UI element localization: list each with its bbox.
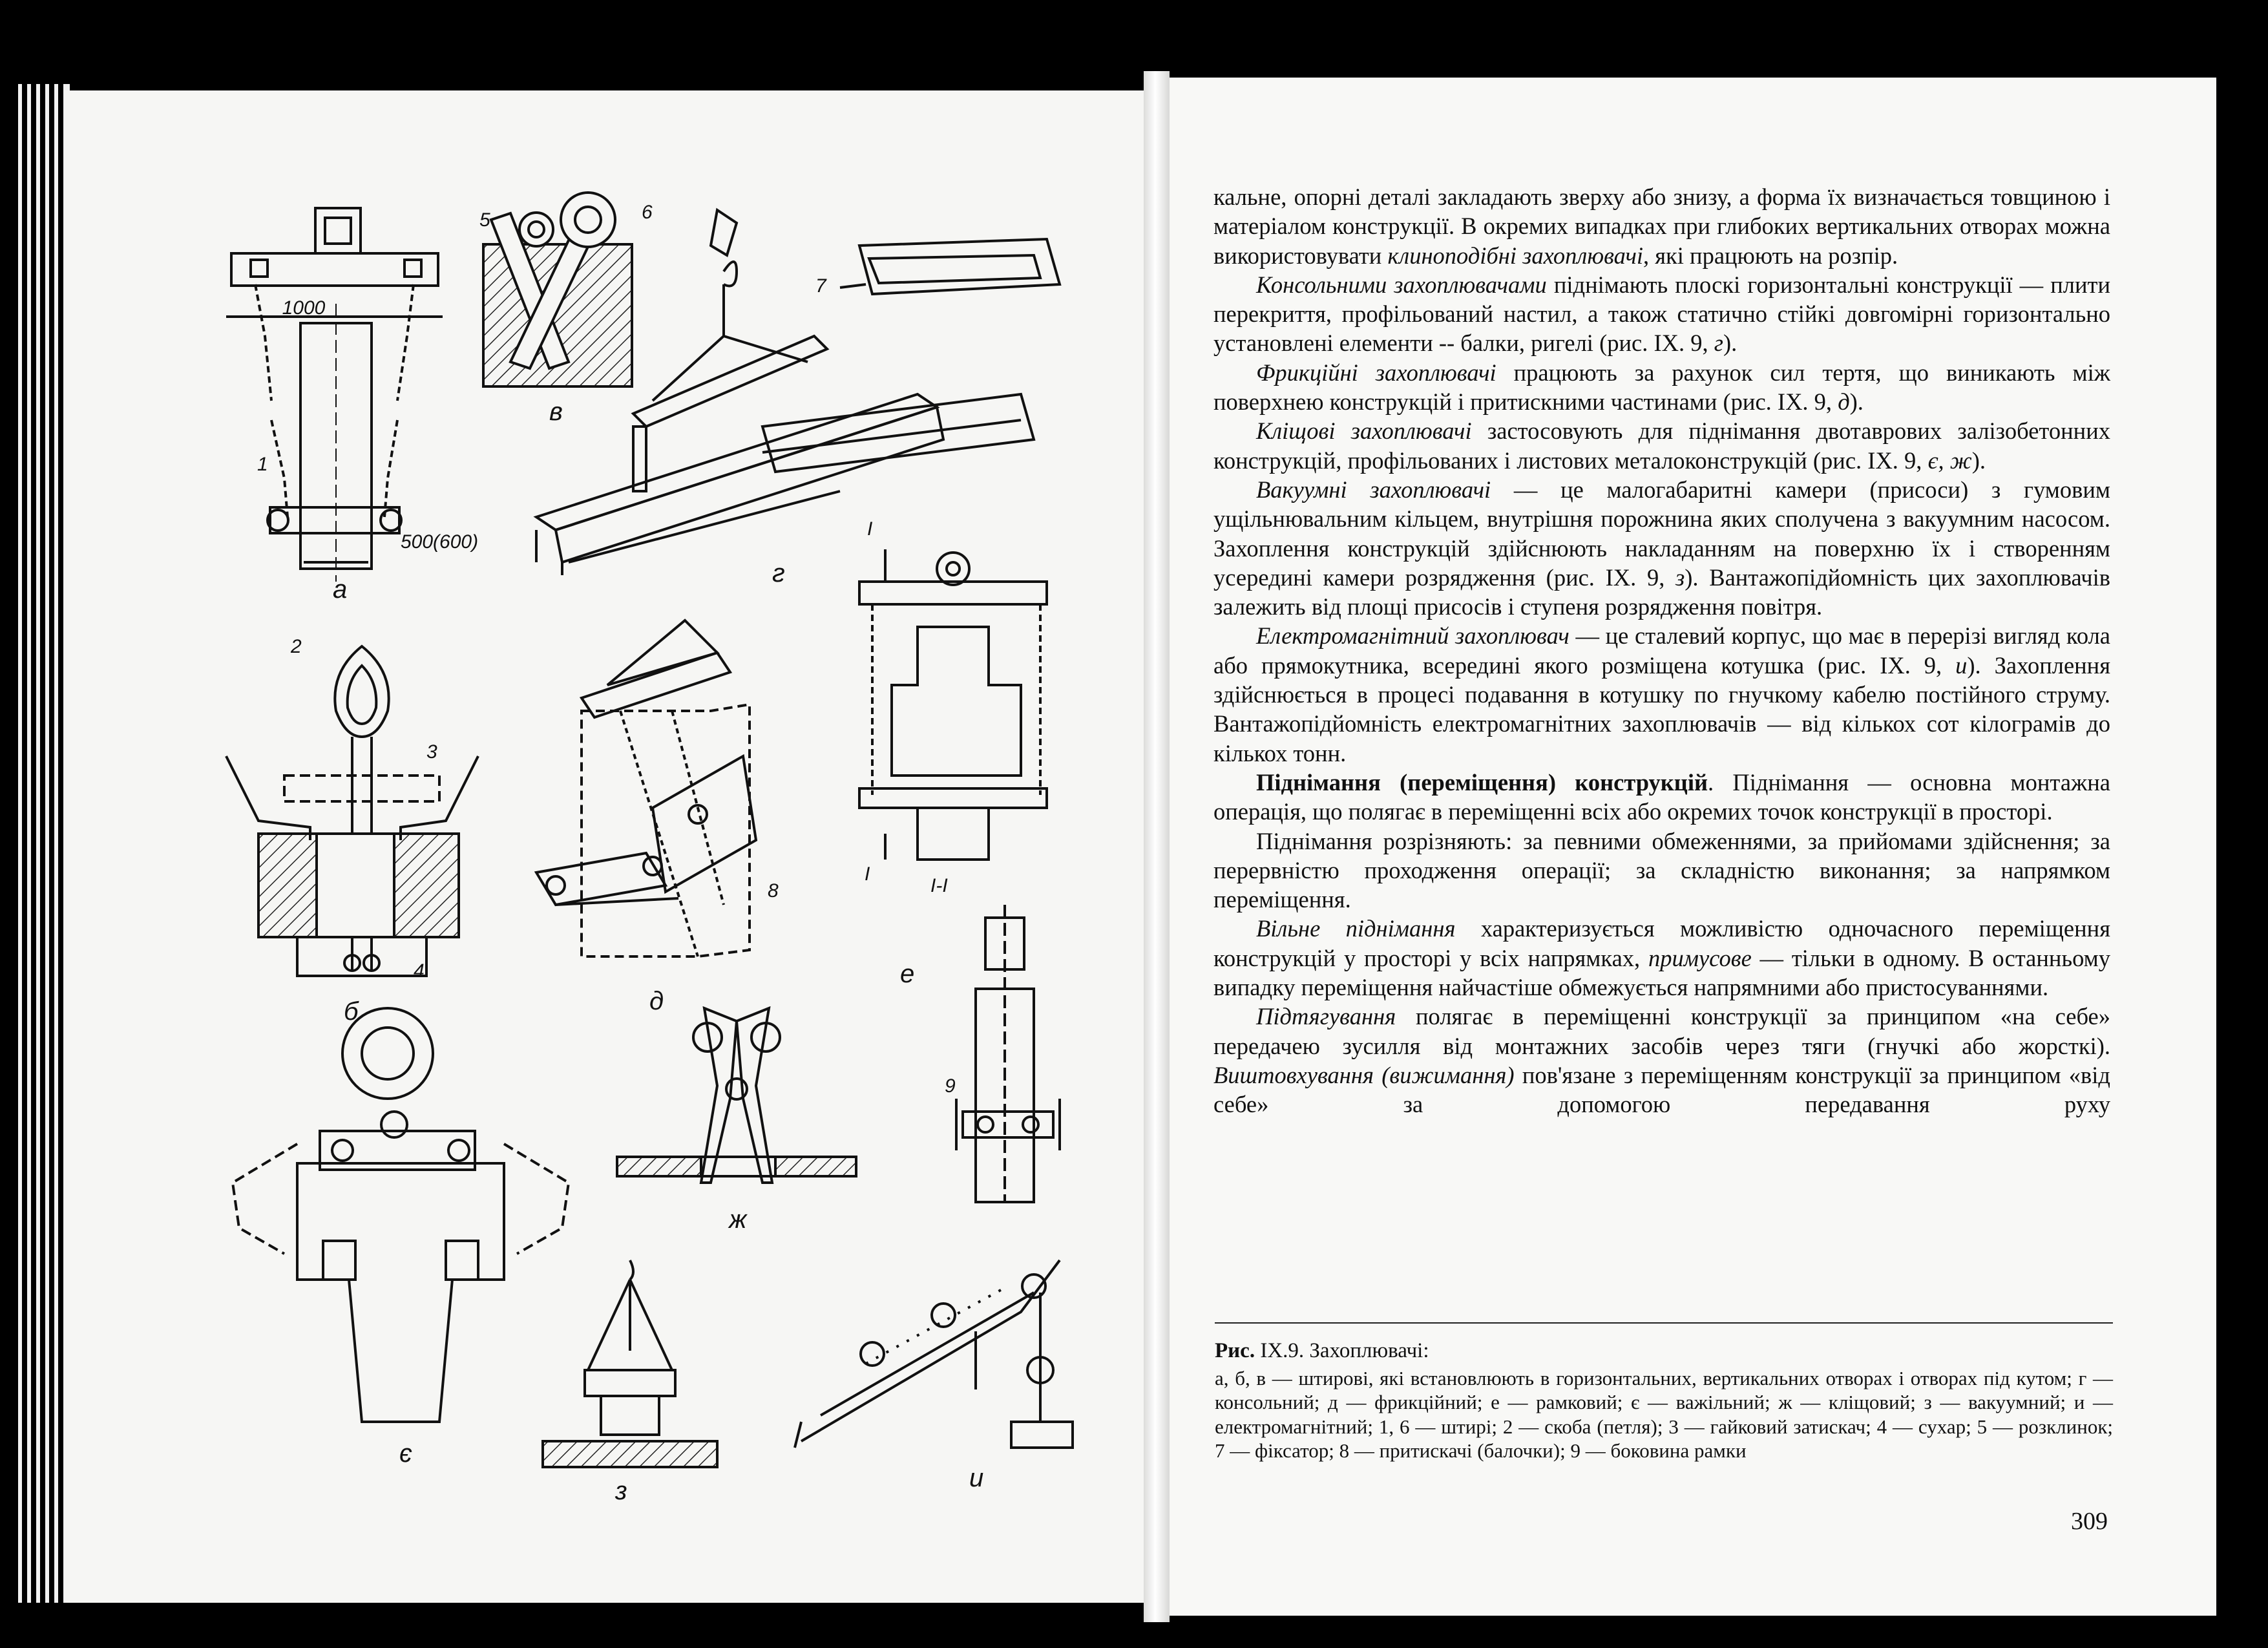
paragraph-8: Піднімання розрізняють: за певними обмеженнями, за прийомами здійснення; за перервністю проходження операції; за складністю виконання; за напрямком переміщення. (1213, 827, 2110, 913)
label-z: з (615, 1477, 627, 1505)
label-d: д (649, 987, 664, 1015)
fig-e-drawing (859, 549, 1047, 860)
paragraph-3: Фрикційні захоплювачі працюють за рахунок сил тертя, що виникають між поверхнею конструкцій і притискними частинами (рис. IX. 9, д). (1213, 359, 2111, 416)
fig-section-drawing (956, 905, 1060, 1202)
fig-y-drawing (795, 1260, 1073, 1448)
paragraph-4: Кліщові захоплювачі застосовують для піднімання двотаврових залізобетонних конструкцій, профільованих і листових металоконструкцій (рис. IX. 9, є, ж). (1213, 417, 2110, 474)
num-6: 6 (642, 202, 653, 223)
fig-a-drawing (226, 208, 443, 582)
paragraph-1: кальне, опорні деталі закладають зверху або знизу, а форма їх визначається товщиною і матеріалом конструкції. В окремих випадках при глибоких вертикальних отворах можна використовувати клиноподібні захоплювачі, які працюють на розпір. (1213, 184, 2110, 269)
section-mark-bottom: І (865, 863, 870, 885)
label-zh: ж (729, 1205, 747, 1234)
label-g: г (772, 559, 785, 587)
paragraph-10: Підтягування полягає в переміщенні конструкції за принципом «на себе» передачею зусилля від монтажних засобів через тяги (гнучкі або жорсткі). Виштовхування (вижимання) пов'язане з переміщенням конструкції за принципом «від себе» за допомогою передавання руху (1213, 1003, 2111, 1118)
fig-d-drawing (536, 620, 756, 956)
figure-caption (1215, 1339, 2113, 1463)
section-label: І-І (930, 875, 948, 896)
paragraph-2: Консольними захоплювачами піднімають плоскі горизонтальні конструкції — плити перекриття, профільований настил, а також статично стійкі довгомірні горизонтально установлені елементи -- балки, ригелі (рис. IX. 9, г). (1213, 271, 2110, 357)
num-3: 3 (426, 741, 437, 763)
paragraph-7: Піднімання (переміщення) конструкцій. Піднімання — основна монтажна операція, що полягає в переміщенні всіх або окремих точок конструкції в просторі. (1213, 768, 2110, 825)
num-7: 7 (815, 275, 826, 297)
num-4: 4 (414, 960, 425, 982)
dim-1000: 1000 (282, 297, 326, 319)
body-text (1213, 182, 2110, 1119)
num-9: 9 (945, 1075, 956, 1097)
paragraph-9: Вільне піднімання характеризується можливістю одночасного переміщення конструкцій у просторі у всіх напрямках, примусове — тільки в одному. В останньому випадку переміщення найчастіше обмежується напрямними або пристосуваннями. (1213, 915, 2110, 1001)
label-y: и (969, 1464, 984, 1492)
fig-zh-drawing (617, 1008, 856, 1183)
caption-body: а, б, в — штирові, які встановлюють в горизонтальних, вертикальних отворах і отворах під кутом; г — консольний; д — фрикційний; е — рамковий; є — важільний; ж — кліщовий; з — вакуумний; и — електромагнітний; 1, 6 — штирі; 2 — скоба (петля); 3 — гайковий затискач; 4 — сухар; 5 — розклинок; 7 — фіксатор; 8 — притискачі (балочки); 9 — боковина рамки (1215, 1366, 2113, 1462)
label-e: е (900, 960, 915, 988)
caption-title: Рис. IX.9. Захоплювачі: (1215, 1339, 1429, 1362)
label-a: а (333, 575, 348, 604)
page-number: 309 (2071, 1508, 2108, 1535)
paragraph-5: Вакуумні захоплювачі — це малогабаритні камери (присоси) з гумовим ущільнювальним кільцем, внутрішня порожнина яких сполучена з вакуумним насосом. Захоплення конструкцій здійснюють накладанням на поверхню їх і створенням усередині камери розрядження (рис. IX. 9, з). Вантажопідйомність цих захоплювачів залежить від площі присосів і ступеня розрядження повітря. (1213, 476, 2111, 620)
paragraph-6: Електромагнітний захоплювач — це сталевий корпус, що має в перерізі вигляд кола або прямокутника, всередині якого розміщена котушка (рис. IX. 9, и). Захоплення здійснюється в процесі подавання в котушку по гнучкому кабелю постійного струму. Вантажопідйомність електромагнітних захоплювачів — від кількох сот кілограмів до кількох тонн. (1213, 622, 2111, 766)
section-mark-top: І (867, 518, 873, 540)
num-8: 8 (768, 880, 779, 902)
num-1: 1 (257, 454, 268, 475)
label-b: б (344, 997, 359, 1026)
fig-b-drawing (226, 646, 478, 976)
caption-divider (1215, 1322, 2113, 1324)
fig-z-drawing (543, 1260, 717, 1467)
fig-v-drawing (483, 193, 632, 386)
dim-500: 500(600) (401, 531, 479, 553)
num-5: 5 (479, 209, 490, 231)
num-2: 2 (291, 636, 302, 657)
label-v: в (549, 397, 563, 426)
fig-ye-drawing (233, 1008, 569, 1422)
label-ye: є (399, 1439, 412, 1468)
